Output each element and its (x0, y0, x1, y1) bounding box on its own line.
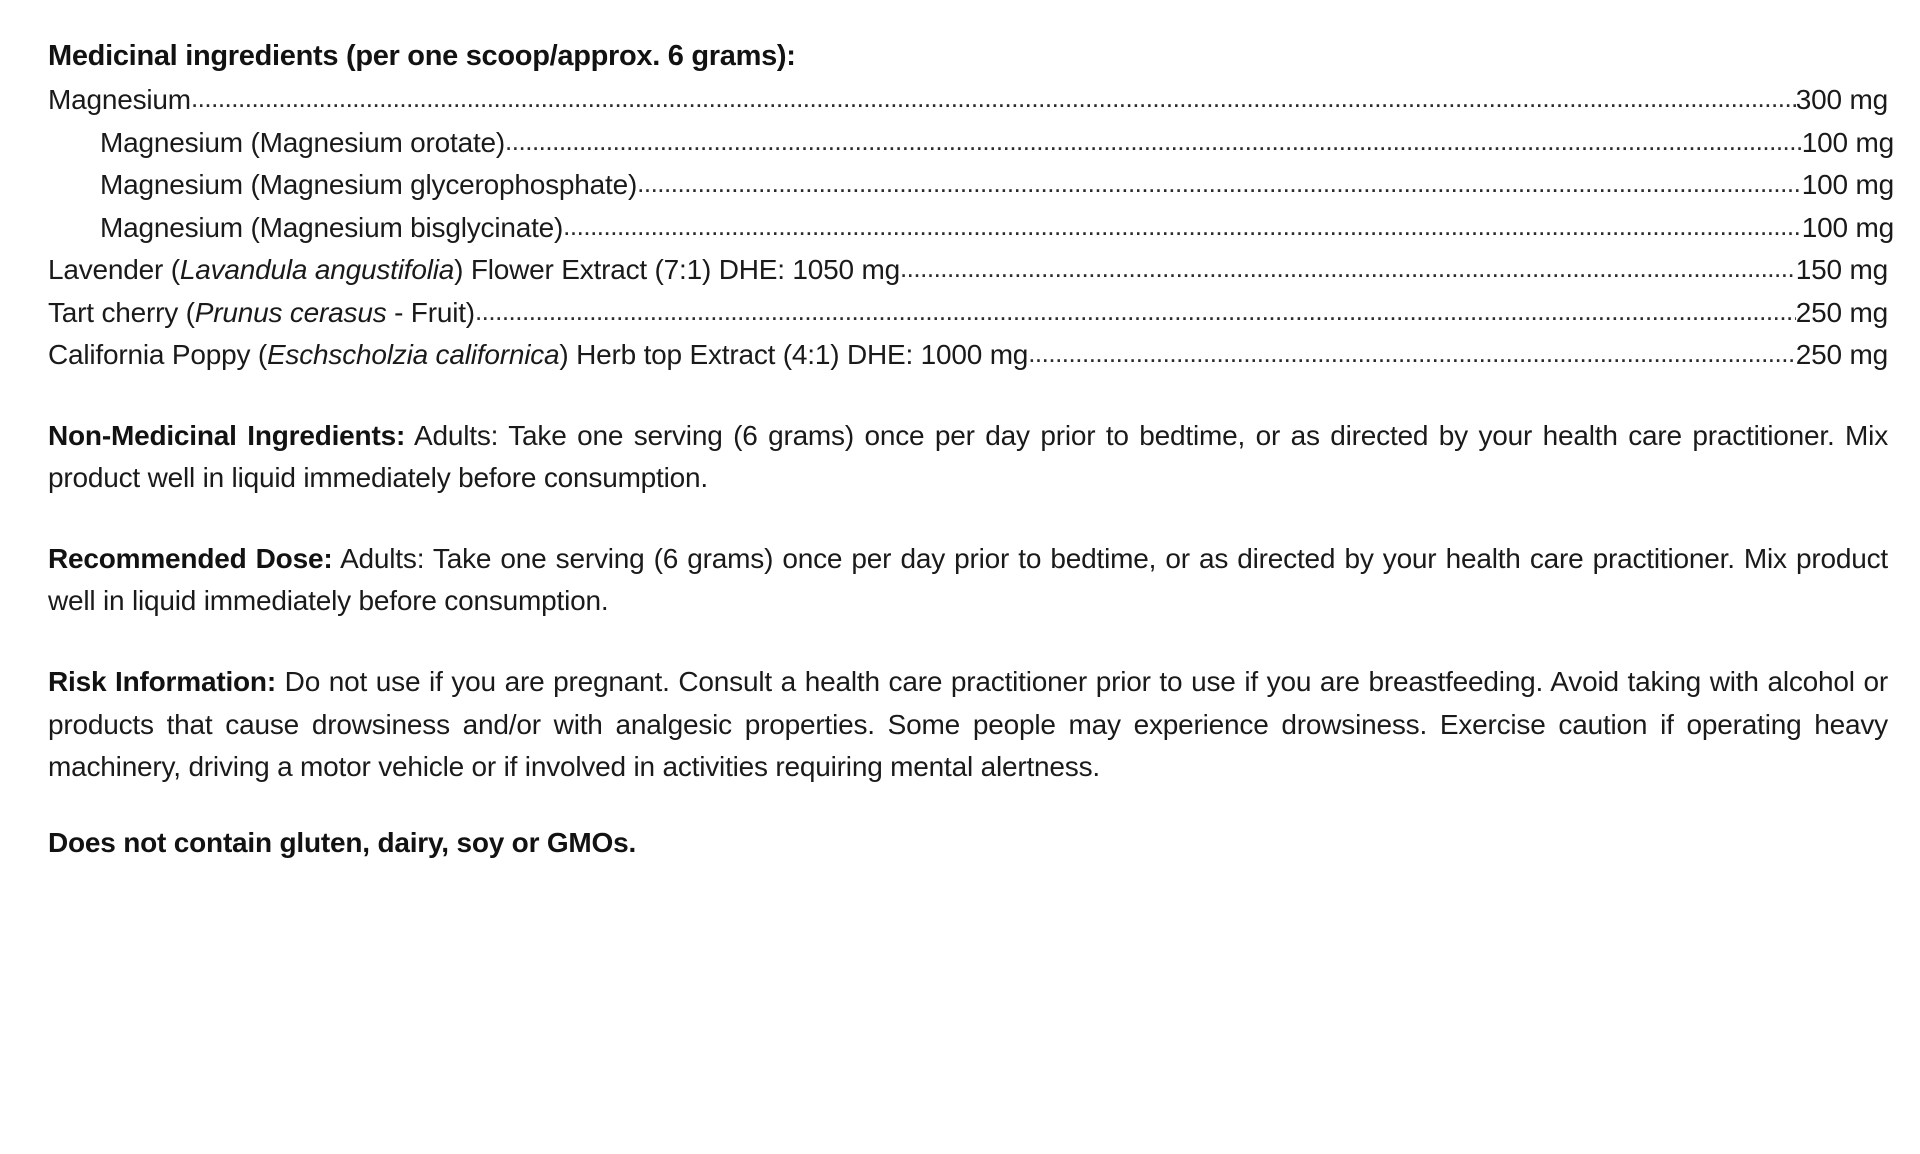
ingredient-name: Magnesium (48, 84, 191, 115)
ingredients-list (48, 79, 1894, 377)
ingredient-row (48, 79, 1888, 122)
spacer (48, 500, 1872, 538)
ingredient-row (48, 249, 1888, 292)
dot-leader (1028, 334, 1796, 374)
dot-leader (563, 207, 1802, 247)
section-label: Recommended Dose: (48, 542, 333, 574)
section-text: Adults: Take one serving (6 grams) once per day prior to bedtime, or as directed by your health care practitioner. Mix product well in liquid immediately before consumption. (48, 542, 1888, 617)
section-text: Do not use if you are pregnant. Consult a health care practitioner prior to use if you are breastfeeding. Avoid taking with alcohol or products that cause drowsiness and/or with analgesic properties. Some people may experience drowsiness. Exercise caution if operating heavy machinery, driving a motor vehicle or if involved in activities requiring mental alertness. (48, 666, 1888, 783)
spacer (48, 377, 1872, 415)
section-risk-information (48, 661, 1888, 789)
spacer (48, 623, 1872, 661)
ingredient-name: Lavender (Lavandula angustifolia) Flower Extract (7:1) DHE: 1050 mg (48, 254, 900, 286)
ingredient-amount: 100 mg (1801, 169, 1894, 201)
ingredient-name: Magnesium (Magnesium glycerophosphate) (100, 169, 638, 201)
spacer (48, 789, 1872, 827)
ingredient-row (48, 122, 1920, 165)
section-recommended-dose (48, 538, 1888, 623)
dot-leader (505, 122, 1802, 162)
ingredients-heading: Medicinal ingredients (per one scoop/approx. 6 grams): (48, 40, 796, 72)
dot-leader (191, 79, 1796, 119)
ingredient-amount: 100 mg (1801, 126, 1894, 158)
ingredient-amount: 150 mg (1795, 254, 1888, 286)
ingredient-name: California Poppy (Eschscholzia californica) Herb top Extract (4:1) DHE: 1000 mg (48, 339, 1029, 371)
ingredient-name: Tart cherry (Prunus cerasus - Fruit) (48, 296, 475, 328)
section-text: Adults: Take one serving (6 grams) once per day prior to bedtime, or as directed by your health care practitioner. Mix product well in liquid immediately before consumption. (48, 419, 1888, 494)
ingredient-row (48, 292, 1888, 335)
section-label: Risk Information: (48, 666, 276, 698)
dot-leader (900, 249, 1796, 289)
ingredient-amount: 100 mg (1801, 211, 1894, 243)
dot-leader (475, 292, 1796, 332)
section-label: Non-Medicinal Ingredients: (48, 419, 406, 451)
ingredient-amount: 250 mg (1795, 339, 1888, 371)
allergen-free-note: Does not contain gluten, dairy, soy or GMOs. (48, 826, 637, 858)
ingredient-row (48, 207, 1920, 250)
ingredient-name: Magnesium (Magnesium orotate) (100, 126, 506, 158)
ingredient-name: Magnesium (Magnesium bisglycinate) (100, 211, 564, 243)
ingredient-amount: 300 mg (1795, 84, 1888, 115)
ingredient-row (48, 164, 1920, 207)
ingredient-row (48, 334, 1888, 377)
ingredient-amount: 250 mg (1795, 296, 1888, 328)
section-non-medicinal-ingredients (48, 415, 1888, 500)
dot-leader (637, 164, 1802, 204)
